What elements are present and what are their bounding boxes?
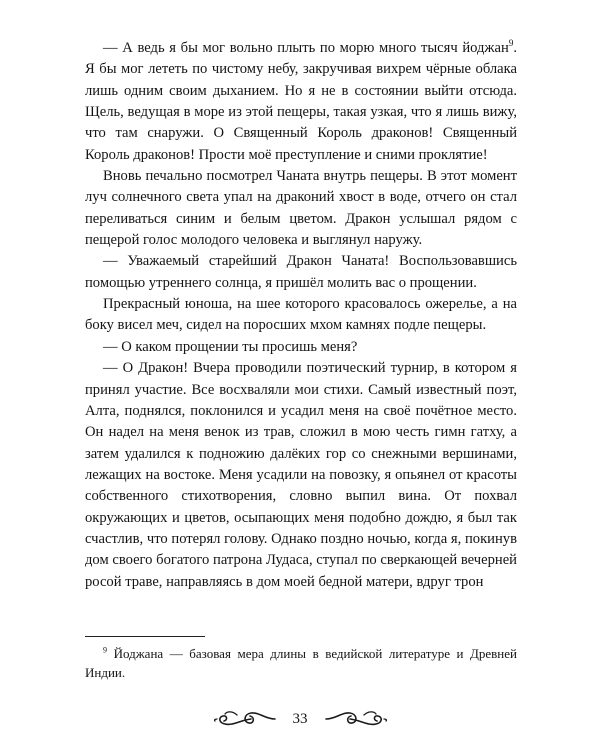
footnote-marker: 9 <box>103 645 108 655</box>
footnote-reference: 9 <box>508 38 514 49</box>
flourish-right-icon <box>324 708 388 730</box>
paragraph-1-rest: . Я бы мог лететь по чистому небу, закручивая вихрем чёрные облака лишь одним своим дыханием. Но я не в состоянии выйти отсюда. Щель, ведущая в море из этой пещеры, такая узкая, что я лишь вижу, что там снаружи. О Священный Король драконов! Священный Король драконов! Прости моё преступление и сними проклятие! <box>85 40 517 163</box>
paragraph-1 <box>85 38 517 166</box>
footnote-body: Йоджана — базовая мера длины в ведийской литературе и Древней Индии. <box>85 646 517 680</box>
paragraph-5: — О каком прощении ты просишь меня? <box>103 338 358 355</box>
paragraph-3: — Уважаемый старейший Дракон Чаната! Воспользовавшись помощью утреннего солнца, я пришёл молить вас о прощении. <box>85 253 517 291</box>
paragraph-4: Прекрасный юноша, на шее которого красовалось ожерелье, а на боку висел меч, сидел на поросших мхом камнях подле пещеры. <box>85 296 517 334</box>
paragraph-6: — О Дракон! Вчера проводили поэтический турнир, в котором я принял участие. Все восхваляли мои стихи. Самый известный поэт, Алта, поднялся, поклонился и усадил меня на своё почётное место. Он надел на меня венок из трав, сложил в мою честь гимн гатху, а затем удалился к подножию далёких гор со снежными вершинами, лежащих на востоке. Меня усадили на повозку, я опьянел от красоты собственного стихотворения, словно выпил вина. От похвал окружающих и цветов, осыпающих меня подобно дождю, я был так счастлив, что потерял голову. Однако поздно ночью, когда я, покинув дом своего богатого патрона Лудаса, ступал по сверкающей вечерней росой траве, направляясь в дом моей бедной матери, вдруг трон <box>85 360 517 590</box>
footnote-text <box>85 644 517 682</box>
main-text <box>85 38 517 593</box>
footnote <box>85 644 517 682</box>
flourish-left-icon <box>213 708 277 730</box>
page-number: 33 <box>292 711 308 727</box>
page-footer <box>0 705 600 733</box>
paragraph-1-start: — А ведь я бы мог вольно плыть по морю много тысяч йоджан <box>103 40 509 56</box>
paragraph-2: Вновь печально посмотрел Чаната внутрь пещеры. В этот момент луч солнечного света упал на драконий хвост в воде, отчего он стал переливаться синим и белым цветом. Дракон услышал рядом с пещерой голос молодого человека и выглянул наружу. <box>85 168 517 249</box>
footnote-divider <box>85 636 205 637</box>
